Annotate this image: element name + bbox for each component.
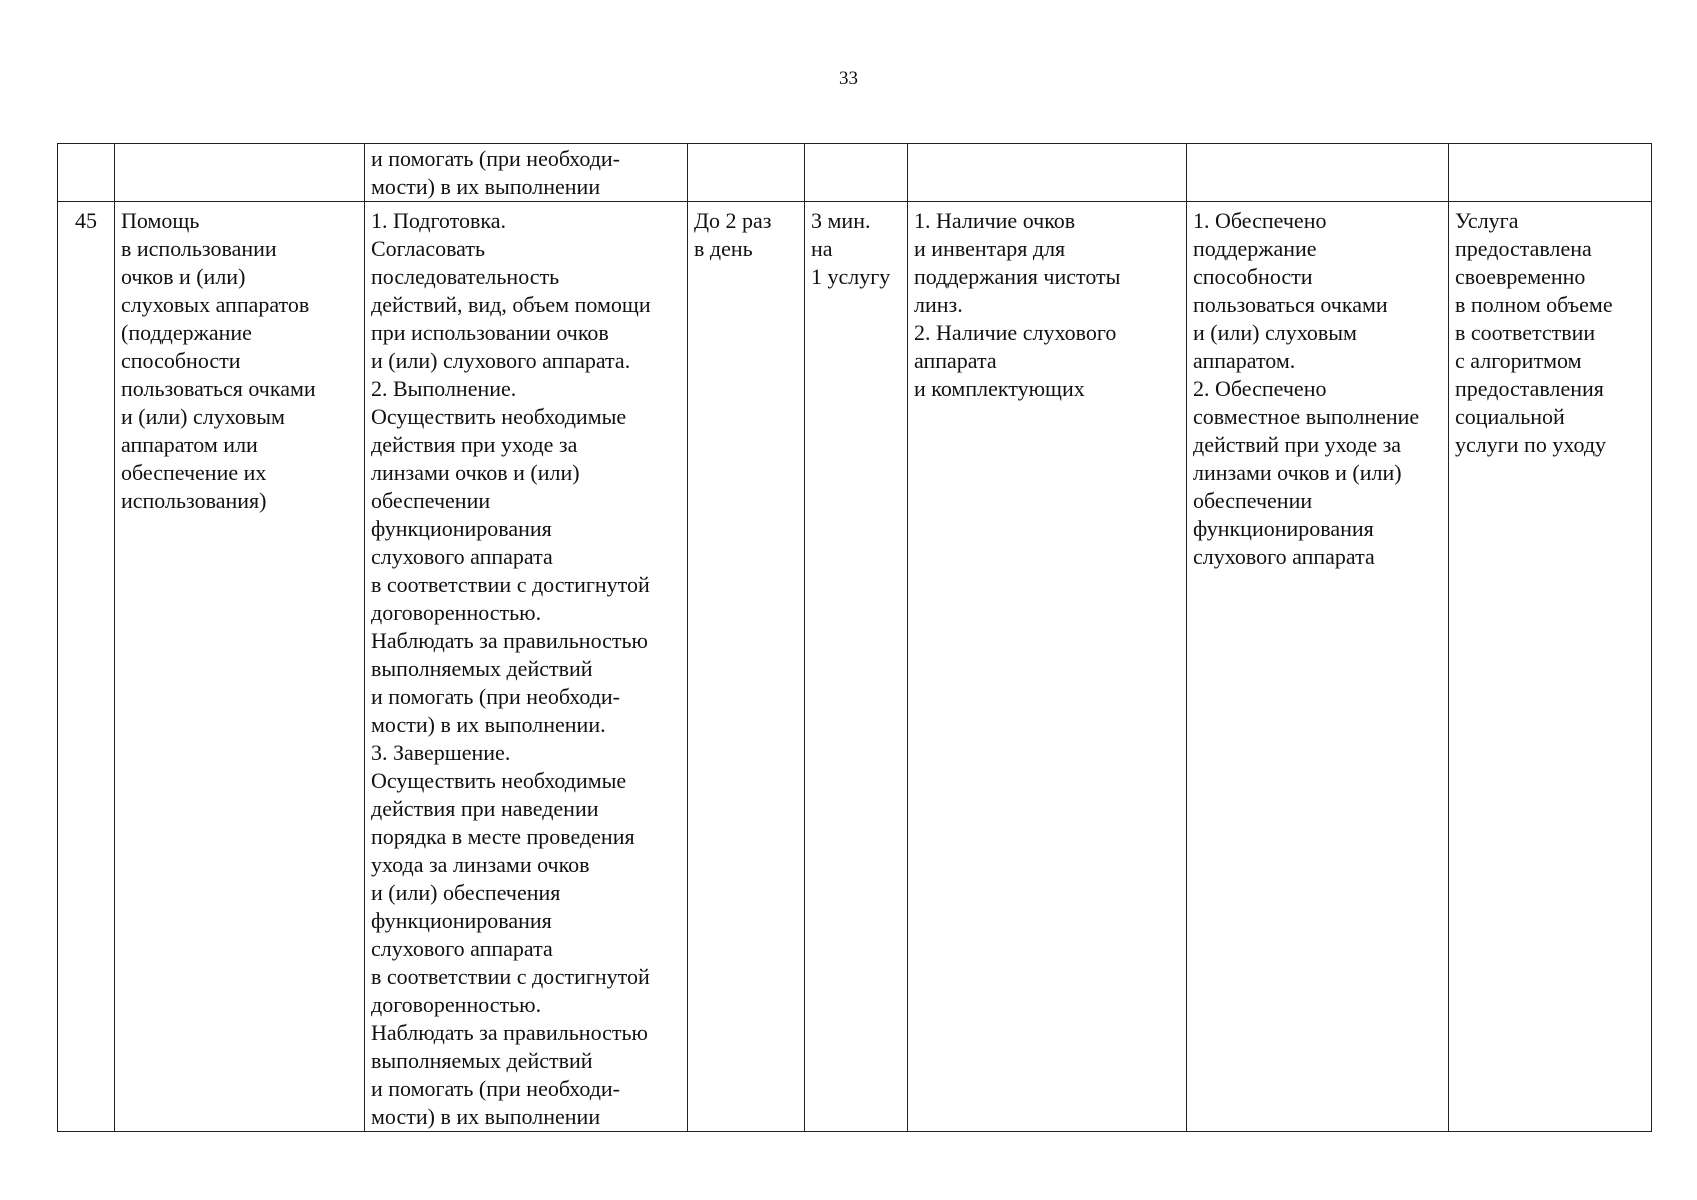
cell-evaluation-empty (1449, 144, 1652, 202)
cell-number-empty (58, 144, 115, 202)
cell-number: 45 (58, 202, 115, 1132)
table-row (58, 202, 1652, 1132)
cell-frequency-empty (688, 144, 805, 202)
services-table (57, 143, 1652, 1132)
cell-frequency: До 2 раз в день (688, 202, 805, 1132)
cell-evaluation: Услуга предоставлена своевременно в полном объеме в соответствии с алгоритмом предоставления социальной услуги по уходу (1449, 202, 1652, 1132)
cell-procedure: 1. Подготовка. Согласовать последовательность действий, вид, объем помощи при использовании очков и (или) слухового аппарата. 2. Выполнение. Осуществить необходимые действия при уходе за линзами очков и (или) обеспечении функционирования слухового аппарата в соответствии с достигнутой договоренностью. Наблюдать за правильностью выполняемых действий и помогать (при необходи- мости) в их выполнении. 3. Завершение. Осуществить необходимые действия при наведении порядка в месте проведения ухода за линзами очков и (или) обеспечения функционирования слухового аппарата в соответствии с достигнутой договоренностью. Наблюдать за правильностью выполняемых действий и помогать (при необходи- мости) в их выполнении (365, 202, 688, 1132)
cell-result: 1. Обеспечено поддержание способности пользоваться очками и (или) слуховым аппаратом. 2. Обеспечено совместное выполнение действий при уходе за линзами очков и (или) обеспечении функционирования слухового аппарата (1187, 202, 1449, 1132)
page-number: 33 (839, 68, 858, 89)
cell-conditions-empty (908, 144, 1187, 202)
cell-service-empty (115, 144, 365, 202)
cell-procedure-continuation: и помогать (при необходи- мости) в их выполнении (365, 144, 688, 202)
cell-service: Помощь в использовании очков и (или) слуховых аппаратов (поддержание способности пользоваться очками и (или) слуховым аппаратом или обеспечение их использования) (115, 202, 365, 1132)
table-row-continuation (58, 144, 1652, 202)
cell-duration: 3 мин. на 1 услугу (805, 202, 908, 1132)
cell-duration-empty (805, 144, 908, 202)
cell-result-empty (1187, 144, 1449, 202)
cell-conditions: 1. Наличие очков и инвентаря для поддержания чистоты линз. 2. Наличие слухового аппарата и комплектующих (908, 202, 1187, 1132)
